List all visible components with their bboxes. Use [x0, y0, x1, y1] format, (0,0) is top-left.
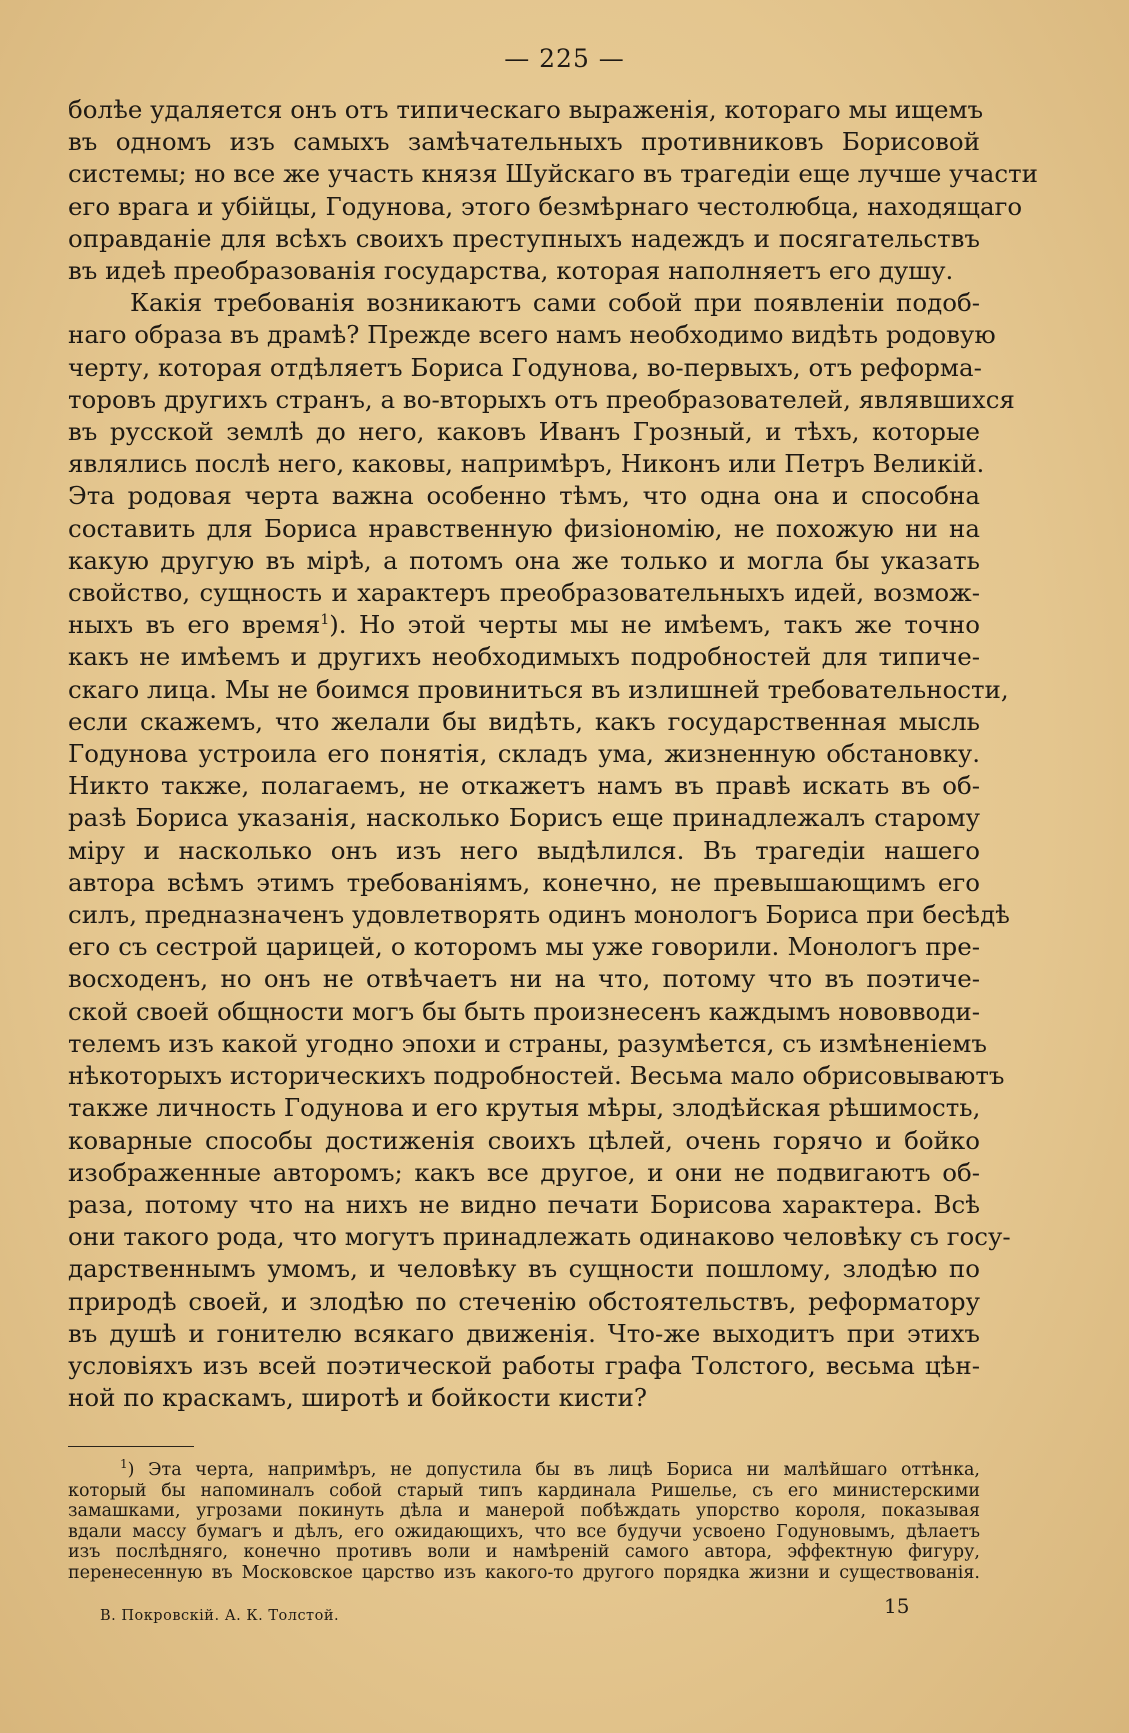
text-line: изображенные авторомъ; какъ все другое, и они не подвигаютъ об-	[68, 1157, 980, 1187]
text-line: ской своей общности могъ бы быть произнесенъ каждымъ нововводи-	[68, 996, 980, 1026]
paragraph-1	[68, 94, 1038, 287]
text-line: если скажемъ, что желали бы видѣть, какъ государственная мысль	[68, 706, 980, 736]
text-line: его съ сестрой царицей, о которомъ мы уже говорили. Монологъ пре-	[68, 932, 980, 962]
text-line: свойство, сущность и характеръ преобразовательныхъ идей, возмож-	[68, 578, 980, 608]
footnote-line: вдали массу бумагъ и дѣлъ, его ожидающихъ, что все будучи усвоено Годуновымъ, дѣлаетъ	[68, 1521, 980, 1542]
footnote-line: замашками, угрозами покинуть дѣла и манерой побѣждать упорство короля, показывая	[68, 1501, 980, 1521]
text-line: оправданіе для всѣхъ своихъ преступныхъ надеждъ и посягательствъ	[68, 223, 980, 253]
text-line: системы; но все же участь князя Шуйскаго въ трагедіи еще лучше участи	[68, 159, 1038, 189]
text-line: раза, потому что на нихъ не видно печати Борисова характера. Всѣ	[68, 1189, 980, 1219]
text-line: они такого рода, что могутъ принадлежать одинаково человѣку съ госу-	[68, 1222, 1011, 1252]
text-line: составить для Бориса нравственную физіономію, не похожую ни на	[68, 513, 980, 543]
text-line: природѣ своей, и злодѣю по стеченію обстоятельствъ, реформатору	[68, 1286, 980, 1316]
text-line-with-footnote-ref	[68, 609, 980, 641]
text-line: также личность Годунова и его крутыя мѣры, злодѣйская рѣшимость,	[68, 1093, 981, 1123]
footnote-line: который бы напоминалъ собой старый типъ кардинала Ришелье, съ его министерскими	[68, 1480, 980, 1501]
text-line: коварные способы достиженія своихъ цѣлей, очень горячо и бойко	[68, 1125, 980, 1155]
text-line: силъ, предназначенъ удовлетворять одинъ монологъ Бориса при бесѣдѣ	[68, 900, 1010, 930]
text-line: скаго лица. Мы не боимся провиниться въ излишней требовательности,	[68, 674, 1009, 704]
text-line: черту, которая отдѣляетъ Бориса Годунова, во-первыхъ, отъ реформа-	[68, 352, 982, 382]
text-line: восходенъ, но онъ не отвѣчаетъ ни на что, потому что въ поэтиче-	[68, 964, 980, 994]
text-line: наго образа въ драмѣ? Прежде всего намъ необходимо видѣть родовую	[68, 320, 996, 350]
text-line: условіяхъ изъ всей поэтической работы графа Толстого, весьма цѣн-	[68, 1350, 980, 1380]
footnote-line: перенесенную въ Московское царство изъ какого-то другого порядка жизни и существованія.	[68, 1562, 980, 1583]
text-line: какую другую въ мірѣ, а потомъ она же только и могла бы указать	[68, 545, 980, 575]
text-line: нѣкоторыхъ историческихъ подробностей. Весьма мало обрисовываютъ	[68, 1061, 1005, 1091]
text-line: торовъ другихъ странъ, а во-вторыхъ отъ преобразователей, являвшихся	[68, 384, 1015, 414]
footer-author-title: В. Покровскій. А. К. Толстой.	[100, 1608, 340, 1624]
text-line: являлись послѣ него, каковы, напримѣръ, Никонъ или Петръ Великій.	[68, 449, 985, 479]
text-line: болѣе удаляется онъ отъ типическаго выраженія, котораго мы ищемъ	[68, 95, 984, 124]
footnote	[68, 1457, 980, 1583]
paragraph-2	[68, 287, 1015, 1414]
text-line: автора всѣмъ этимъ требованіямъ, конечно, не превышающимъ его	[68, 867, 980, 897]
text-line: Эта родовая черта важна особенно тѣмъ, что одна она и способна	[68, 481, 980, 511]
signature-number: 15	[884, 1594, 910, 1618]
text-line: Никто также, полагаемъ, не откажетъ намъ въ правѣ искать въ об-	[68, 771, 980, 801]
text-segment: ) Эта черта, напримѣръ, не допустила бы въ лицѣ Бориса ни малѣйшаго оттѣнка,	[127, 1460, 980, 1480]
footnote-line: изъ послѣдняго, конечно противъ воли и намѣреній самого автора, эффектную фигуру,	[68, 1542, 980, 1562]
text-line: его врага и убійцы, Годунова, этого безмѣрнаго честолюбца, находящаго	[68, 191, 1023, 221]
body-text	[68, 94, 1038, 1414]
text-line: телемъ изъ какой угодно эпохи и страны, разумѣется, съ измѣненіемъ	[68, 1028, 987, 1058]
text-line: Годунова устроила его понятія, складъ ума, жизненную обстановку.	[68, 739, 980, 769]
text-line: какъ не имѣемъ и другихъ необходимыхъ подробностей для типиче-	[68, 642, 980, 672]
text-line: въ одномъ изъ самыхъ замѣчательныхъ противниковъ Борисовой	[68, 127, 980, 157]
footnote-mark: 1	[120, 1457, 128, 1472]
text-line: въ душѣ и гонителю всякаго движенія. Что-же выходитъ при этихъ	[68, 1318, 980, 1348]
page-number: — 225 —	[504, 44, 625, 73]
text-segment: ныхъ въ его время	[68, 610, 321, 640]
text-line: ной по краскамъ, широтѣ и бойкости кисти?	[68, 1383, 647, 1413]
text-line: въ идеѣ преобразованія государства, которая наполняетъ его душу.	[68, 256, 954, 286]
text-segment: ). Но этой черты мы не имѣемъ, такъ же точно	[329, 610, 980, 640]
footnote-line	[68, 1457, 980, 1481]
text-line: въ русской землѣ до него, каковъ Иванъ Грозный, и тѣхъ, которые	[68, 417, 980, 447]
footnote-divider	[68, 1446, 194, 1447]
text-line: Какія требованія возникаютъ сами собой при появленіи подоб-	[130, 288, 980, 318]
text-line: разѣ Бориса указанія, насколько Борисъ еще принадлежалъ старому	[68, 803, 980, 833]
footnote-ref[interactable]: 1	[320, 612, 330, 629]
text-line: дарственнымъ умомъ, и человѣку въ сущности пошлому, злодѣю по	[68, 1254, 980, 1284]
text-line: міру и насколько онъ изъ него выдѣлился. Въ трагедіи нашего	[68, 835, 980, 865]
